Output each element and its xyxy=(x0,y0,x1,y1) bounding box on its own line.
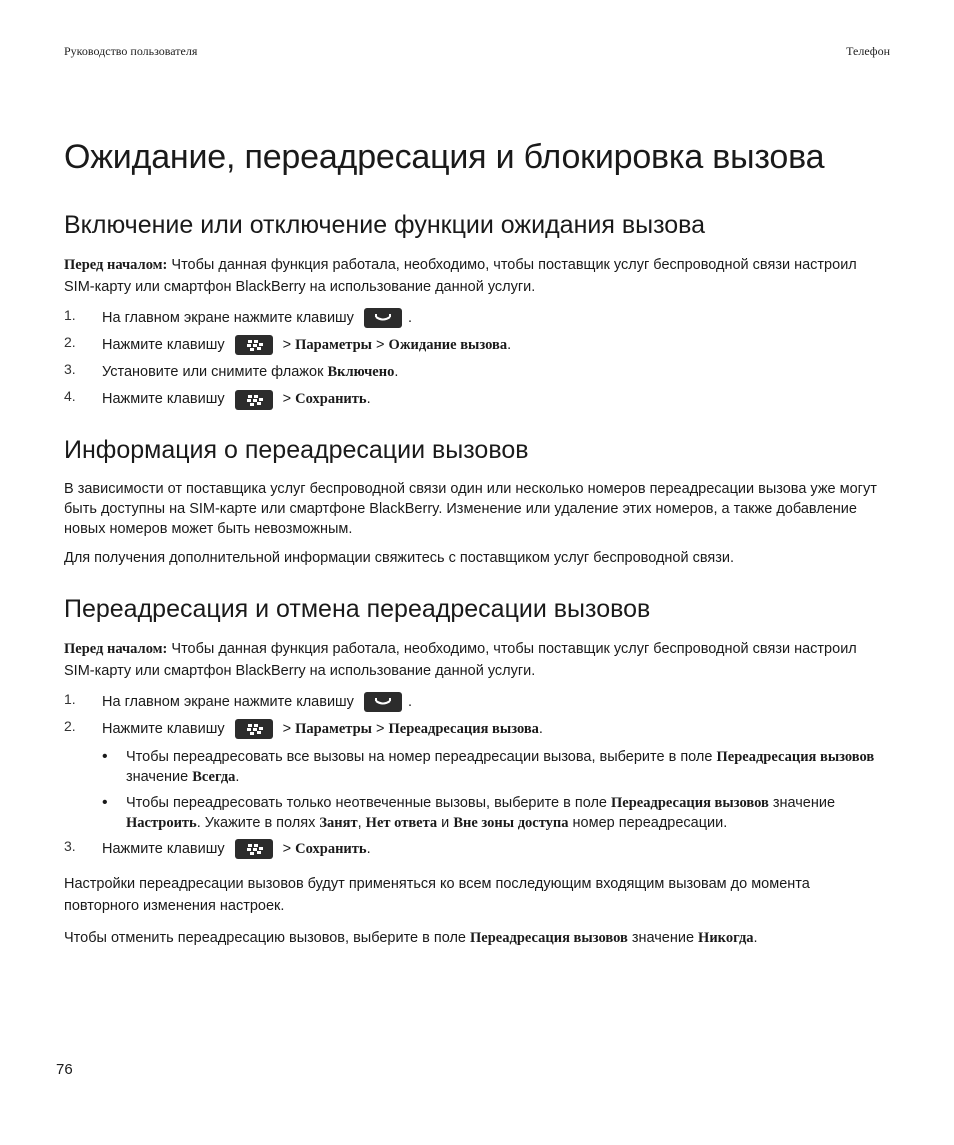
menu-option: Сохранить xyxy=(295,840,367,857)
step xyxy=(64,335,884,355)
section-call-waiting xyxy=(64,211,884,410)
step-number: 3. xyxy=(64,361,76,378)
prerequisite xyxy=(64,254,884,298)
paragraph: Для получения дополнительной информации свяжитесь с поставщиком услуг беспроводной связи. xyxy=(64,549,735,566)
bullet-list xyxy=(64,747,884,833)
step-separator: > xyxy=(278,337,296,354)
step xyxy=(64,362,884,382)
field-name: Переадресация вызовов xyxy=(470,930,628,947)
step-end: . xyxy=(366,840,371,857)
prerequisite-label: Перед началом: xyxy=(64,257,168,273)
menu-option: Ожидание вызова xyxy=(388,337,508,354)
field-name: Занят xyxy=(319,814,358,831)
section-forwarding-info xyxy=(64,436,884,569)
step-number: 4. xyxy=(64,388,76,405)
prerequisite-text: Чтобы данная функция работала, необходимо, чтобы поставщик услуг беспроводной связи настроил SIM-карту или смартфон BlackBerry на использование данной услуги. xyxy=(64,640,857,679)
running-header-left: Руководство пользователя xyxy=(64,44,198,58)
field-name: Вне зоны доступа xyxy=(453,814,569,831)
page-number: 76 xyxy=(56,1061,73,1078)
step-number: 3. xyxy=(64,837,76,854)
step-number: 2. xyxy=(64,334,76,351)
send-key-icon xyxy=(364,692,402,712)
blackberry-menu-key-icon xyxy=(235,390,273,410)
steps-list xyxy=(64,308,884,410)
step-end: . xyxy=(394,364,399,381)
step-text: Установите или снимите флажок xyxy=(102,364,328,381)
prerequisite-text: Чтобы данная функция работала, необходимо, чтобы поставщик услуг беспроводной связи настроил SIM-карту или смартфон BlackBerry на использование данной услуги. xyxy=(64,257,857,295)
bullet-text: Чтобы переадресовать только неотвеченные вызовы, выберите в поле xyxy=(126,794,612,811)
blackberry-menu-key-icon xyxy=(235,839,273,859)
step xyxy=(64,308,884,328)
page-content xyxy=(64,138,884,975)
paragraph xyxy=(64,927,884,949)
blackberry-menu-key-icon xyxy=(235,335,273,355)
step-separator: > xyxy=(372,720,389,737)
paragraph: Настройки переадресации вызовов будут применяться ко всем последующим входящим вызовам до момента повторного изменения настроек. xyxy=(64,876,810,915)
running-header-right: Телефон xyxy=(846,44,890,58)
bullet-text: номер переадресации. xyxy=(568,814,728,831)
option-name: Включено xyxy=(327,364,395,381)
step-end: . xyxy=(507,337,512,354)
steps-list xyxy=(64,839,884,859)
blackberry-menu-key-icon xyxy=(235,719,273,739)
field-name: Переадресация вызовов xyxy=(716,748,875,765)
step-separator: > xyxy=(278,391,296,408)
step-text: Нажмите клавишу xyxy=(102,391,225,408)
step-text: На главном экране нажмите клавишу xyxy=(102,693,354,710)
bullet-text: Чтобы переадресовать все вызовы на номер переадресации вызова, выберите в поле xyxy=(126,748,717,765)
paragraph-text: Чтобы отменить переадресацию вызовов, выберите в поле xyxy=(64,930,471,947)
bullet-text: . Укажите в полях xyxy=(196,814,320,831)
section-heading: Включение или отключение функции ожидания вызова xyxy=(64,211,706,239)
step-text: Нажмите клавишу xyxy=(102,337,225,354)
field-value: Настроить xyxy=(126,814,197,831)
field-name: Нет ответа xyxy=(365,814,438,831)
step-end: . xyxy=(407,310,412,326)
paragraph-text: . xyxy=(753,930,758,947)
step-end: . xyxy=(366,391,371,408)
section-call-forwarding xyxy=(64,595,884,950)
menu-option: Переадресация вызова xyxy=(388,720,539,737)
bullet-text: и xyxy=(437,814,454,831)
bullet-dot: • xyxy=(102,793,108,811)
step-number: 1. xyxy=(64,307,76,323)
bullet-item xyxy=(102,747,884,787)
prerequisite-label: Перед началом: xyxy=(64,640,168,657)
prerequisite xyxy=(64,638,884,682)
bullet-text: значение xyxy=(768,794,836,811)
step xyxy=(64,719,884,739)
step-text: Нажмите клавишу xyxy=(102,720,225,737)
step-text: Нажмите клавишу xyxy=(102,840,225,857)
bullet-text: значение xyxy=(126,768,193,785)
send-key-icon xyxy=(364,308,402,328)
page-title: Ожидание, переадресация и блокировка вызова xyxy=(64,138,825,176)
section-heading: Переадресация и отмена переадресации вызовов xyxy=(64,594,651,623)
step xyxy=(64,692,884,712)
step-number: 1. xyxy=(64,690,76,707)
paragraph-text: значение xyxy=(627,930,699,947)
menu-option: Параметры xyxy=(295,720,372,737)
paragraph: В зависимости от поставщика услуг беспроводной связи один или несколько номеров переадресации вызова уже могут быть доступны на SIM-карте или смартфоне BlackBerry. Изменение или удаление этих номеров, а также добавление новых номеров может быть невозможным. xyxy=(64,480,877,537)
step-end: . xyxy=(407,693,412,710)
menu-option: Сохранить xyxy=(295,391,367,408)
step-separator: > xyxy=(278,840,296,857)
bullet-dot: • xyxy=(102,747,108,765)
step-text: На главном экране нажмите клавишу xyxy=(102,310,354,326)
bullet-item xyxy=(102,793,884,833)
step-number: 2. xyxy=(64,717,76,734)
bullet-text: , xyxy=(357,814,366,831)
bullet-text: . xyxy=(235,768,240,785)
field-value: Всегда xyxy=(192,768,236,785)
steps-list xyxy=(64,692,884,739)
step xyxy=(64,389,884,409)
step xyxy=(64,839,884,859)
step-separator: > xyxy=(372,337,389,354)
section-heading: Информация о переадресации вызовов xyxy=(64,435,529,464)
field-value: Никогда xyxy=(698,930,754,947)
field-name: Переадресация вызовов xyxy=(611,794,769,811)
step-separator: > xyxy=(278,720,296,737)
step-end: . xyxy=(538,720,543,737)
menu-option: Параметры xyxy=(295,337,372,354)
